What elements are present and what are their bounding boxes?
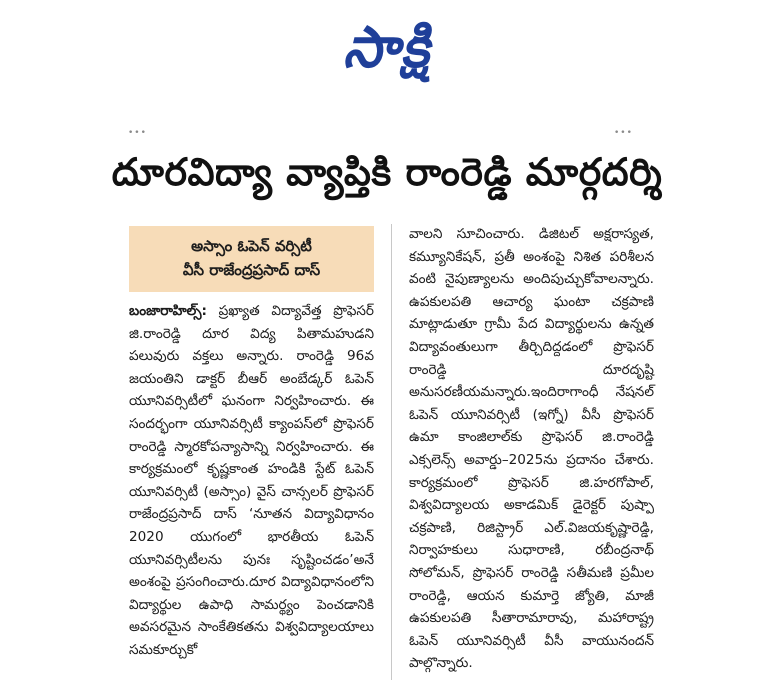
column-divider (391, 224, 392, 680)
subheadline-line-1: అస్సాం ఓపెన్ వర్సిటీ (191, 237, 312, 255)
article-body-left: ప్రఖ్యాత విద్యావేత్త ప్రొఫెసర్ జి.రాంరెడ్డి దూర విద్య పితామహుడని పలువురు వక్తలు అన్నారు. రాంరెడ్డి 96వ జయంతిని డాక్టర్ బీఆర్ అంబేడ్కర్ ఓపెన్ యూనివర్సిటీలో ఘనంగా నిర్వహించారు. ఈ సందర్భంగా యూనివర్సిటీ క్యాంపస్‌లో ప్రొఫెసర్ రాంరెడ్డి స్మారకోపన్యాసాన్ని నిర్వహించారు. ఈ కార్యక్రమంలో కృష్ణకాంత హండికి స్టేట్ ఓపెన్ యూనివర్సిటీ (అస్సాం) వైస్ చాన్సలర్ ప్రొఫెసర్ రాజేంద్రప్రసాద్ దాస్ ‘నూతన విద్యావిధానం 2020 యుగంలో భారతీయ ఓపెన్ యూనివర్సిటీలను పునః సృష్టించడం’అనే అంశంపై ప్రసంగించారు.దూర విద్యావిధానంలోని విద్యార్థుల ఉపాధి సామర్థ్యం పెంచడానికి అవసరమైన సాంకేతికతను విశ్వవిద్యాలయాలు సమకూర్చుకో (129, 303, 374, 658)
article-paragraph (129, 300, 374, 662)
masthead (0, 0, 774, 108)
ornament-dots-left: ••• (128, 128, 147, 138)
subheadline-box (129, 226, 374, 292)
newspaper-logo: సాక్షి (343, 13, 431, 80)
article-column-left (129, 300, 374, 662)
article-body-right: వాలని సూచించారు. డిజిటల్ అక్షరాస్యత, కమ్యూనికేషన్, ప్రతీ అంశంపై నిశిత పరిశీలన వంటి నైపుణ్యాలను అందిపుచ్చుకోవాలన్నారు. ఉపకులపతి ఆచార్య ఘంటా చక్రపాణి మాట్లాడుతూ గ్రామీ పేద విద్యార్థులను ఉన్నత విద్యావంతులుగా తీర్చిదిద్దడంలో ప్రొఫెసర్ రాంరెడ్డి దూరదృష్టి అనుసరణీయమన్నారు.ఇందిరాగాంధీ నేషనల్ ఓపెన్ యూనివర్సిటీ (ఇగ్నో) వీసీ ప్రొఫెసర్ ఉమా కాంజిలాల్‌కు ప్రొఫెసర్ జి.రాంరెడ్డి ఎక్సలెన్స్ అవార్డు–2025ను ప్రదానం చేశారు. కార్యక్రమంలో ప్రొఫెసర్ జి.హరగోపాల్, విశ్వవిద్యాలయ అకాడమిక్ డైరెక్టర్ పుష్పా చక్రపాణి, రిజిస్ట్రార్ ఎల్.విజయకృష్ణారెడ్డి, నిర్వాహకులు సుధారాణి, రబీంద్రనాథ్ సోలోమన్, ప్రొఫెసర్ రాంరెడ్డి సతీమణి ప్రమీల రాంరెడ్డి, ఆయన కుమార్తె జ్యోతి, మాజీ ఉపకులపతి సీతారామారావు, మహారాష్ట్ర ఓపెన్ యూనివర్సిటీ వీసీ వాయునందన్ పాల్గొన్నారు. (409, 226, 654, 672)
dateline: బంజారాహిల్స్: (129, 303, 207, 319)
subheadline-line-2: వీసీ రాజేంద్రప్రసాద్ దాస్ (182, 261, 321, 279)
headline: దూరవిద్యా వ్యాప్తికి రాంరెడ్డి మార్గదర్శి (111, 150, 663, 194)
article-column-right (409, 223, 654, 675)
ornament-dots-right: ••• (614, 128, 633, 138)
